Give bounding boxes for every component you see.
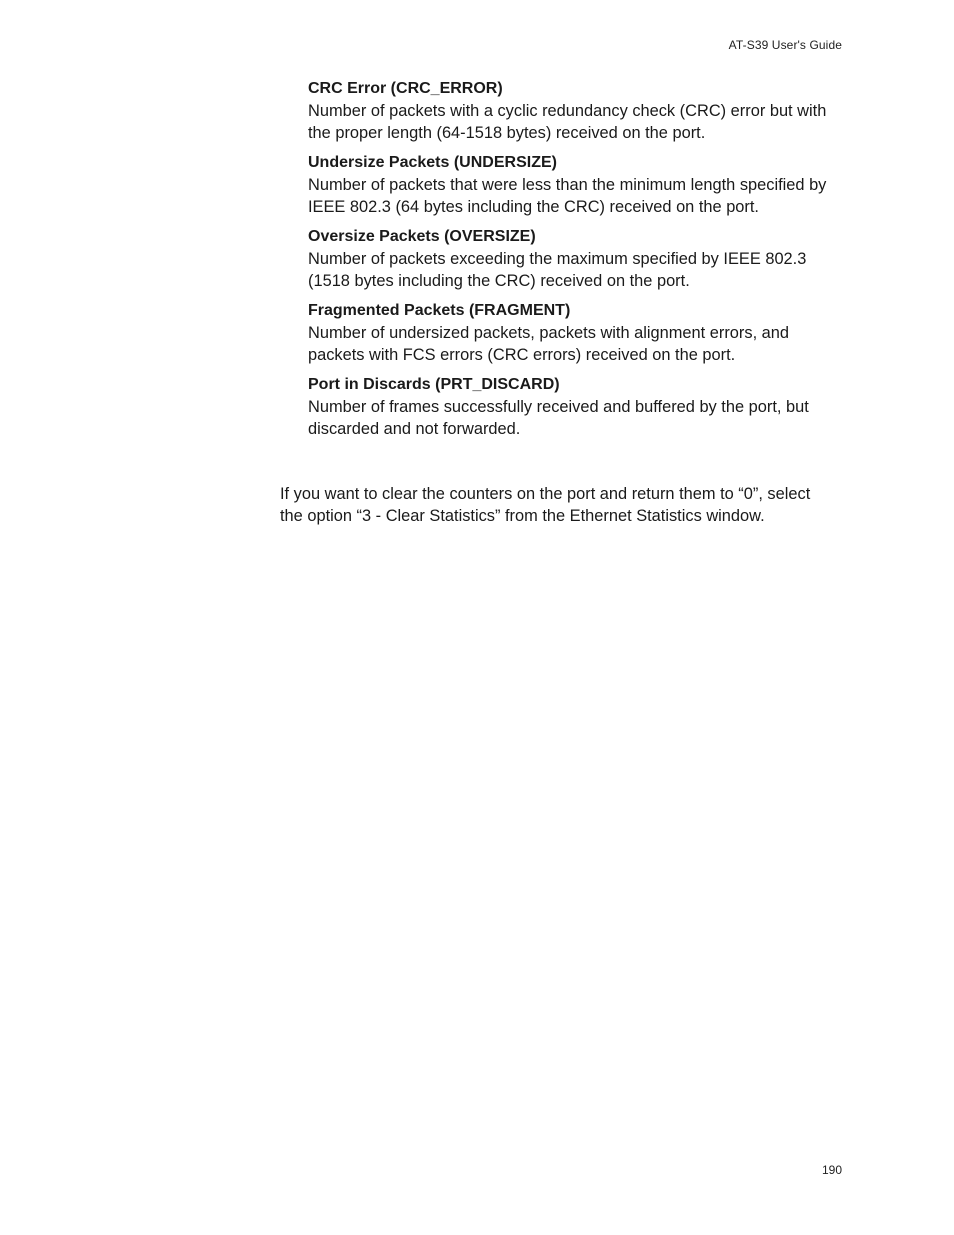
definition-term: Port in Discards (PRT_DISCARD): [308, 376, 560, 393]
definition-description: Number of packets exceeding the maximum specified by IEEE 802.3 (1518 bytes including the CRC) received on the port.: [308, 250, 807, 290]
running-header: AT-S39 User's Guide: [728, 38, 842, 52]
definition-oversize: [308, 226, 828, 292]
definition-description: Number of packets that were less than the minimum length specified by IEEE 802.3 (64 bytes including the CRC) received on the port.: [308, 176, 827, 216]
definition-description: Number of frames successfully received and buffered by the port, but discarded and not forwarded.: [308, 398, 809, 438]
definition-term: Fragmented Packets (FRAGMENT): [308, 302, 571, 319]
definition-term: Undersize Packets (UNDERSIZE): [308, 154, 557, 171]
definition-undersize: [308, 152, 828, 218]
definition-term: CRC Error (CRC_ERROR): [308, 80, 503, 97]
definition-description: Number of packets with a cyclic redundancy check (CRC) error but with the proper length (64-1518 bytes) received on the port.: [308, 102, 827, 142]
clear-statistics-note: If you want to clear the counters on the port and return them to “0”, select the option “3 - Clear Statistics” from the Ethernet Statistics window.: [280, 485, 811, 525]
definition-port-discard: [308, 374, 828, 440]
definition-term: Oversize Packets (OVERSIZE): [308, 228, 536, 245]
page-number: 190: [821, 1163, 842, 1177]
definition-fragment: [308, 300, 828, 366]
definition-crc-error: [308, 78, 828, 144]
definition-description: Number of undersized packets, packets with alignment errors, and packets with FCS errors (CRC errors) received on the port.: [308, 324, 790, 364]
definition-list: [308, 78, 828, 448]
